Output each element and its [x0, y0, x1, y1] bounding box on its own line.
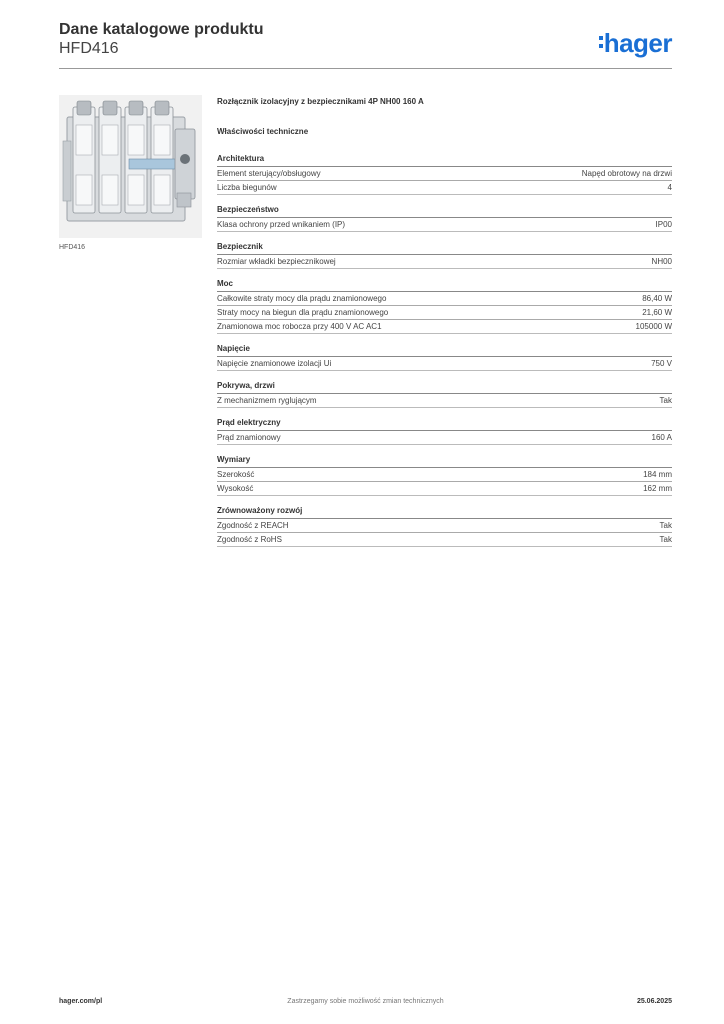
product-code: HFD416 — [59, 40, 119, 57]
spec-value: 4 — [667, 183, 672, 192]
section-title: Bezpieczeństwo — [217, 204, 672, 218]
header — [59, 20, 263, 58]
header-divider — [59, 68, 672, 69]
spec-section — [217, 380, 672, 408]
spec-label: Napięcie znamionowe izolacji Ui — [217, 359, 332, 368]
spec-row — [217, 431, 672, 445]
section-title: Zrównoważony rozwój — [217, 505, 672, 519]
spec-label: Wysokość — [217, 484, 254, 493]
spec-value: 21,60 W — [642, 308, 672, 317]
spec-label: Rozmiar wkładki bezpiecznikowej — [217, 257, 336, 266]
page-title: Dane katalogowe produktu — [59, 21, 264, 38]
spec-value: 160 A — [651, 433, 672, 442]
spec-value: 105000 W — [635, 322, 672, 331]
spec-label: Liczba biegunów — [217, 183, 277, 192]
fuse-switch-illustration — [59, 95, 202, 238]
spec-label: Całkowite straty mocy dla prądu znamionowego — [217, 294, 387, 303]
spec-section — [217, 454, 672, 496]
product-description: Rozłącznik izolacyjny z bezpiecznikami 4P NH00 160 A — [217, 97, 424, 106]
product-image — [59, 95, 202, 238]
section-title: Wymiary — [217, 454, 672, 468]
spec-value: Napęd obrotowy na drzwi — [581, 169, 672, 178]
footer-notice: Zastrzegamy sobie możliwość zmian technicznych — [287, 998, 444, 1005]
spec-row — [217, 306, 672, 320]
spec-value: 162 mm — [643, 484, 672, 493]
spec-label: Klasa ochrony przed wnikaniem (IP) — [217, 220, 346, 229]
spec-row — [217, 292, 672, 306]
spec-section — [217, 153, 672, 195]
spec-row — [217, 519, 672, 533]
section-title: Pokrywa, drzwi — [217, 380, 672, 394]
spec-value: IP00 — [655, 220, 672, 229]
spec-value: 750 V — [651, 359, 672, 368]
spec-section — [217, 417, 672, 445]
spec-value: Tak — [659, 396, 672, 405]
spec-row — [217, 533, 672, 547]
spec-label: Z mechanizmem ryglującym — [217, 396, 317, 405]
spec-label: Zgodność z RoHS — [217, 535, 282, 544]
spec-section — [217, 204, 672, 232]
spec-sections — [217, 153, 672, 547]
spec-label: Zgodność z REACH — [217, 521, 289, 530]
footer-date: 25.06.2025 — [636, 998, 672, 1005]
spec-value: Tak — [659, 535, 672, 544]
spec-value: 184 mm — [643, 470, 672, 479]
spec-value: NH00 — [651, 257, 672, 266]
spec-row — [217, 181, 672, 195]
spec-value: Tak — [659, 521, 672, 530]
footer-website: hager.com/pl — [59, 998, 103, 1005]
spec-section — [217, 278, 672, 334]
spec-label: Znamionowa moc robocza przy 400 V AC AC1 — [217, 322, 382, 331]
section-title: Moc — [217, 278, 672, 292]
spec-label: Prąd znamionowy — [217, 433, 281, 442]
spec-row — [217, 218, 672, 232]
spec-label: Szerokość — [217, 470, 255, 479]
image-caption: HFD416 — [59, 244, 86, 251]
section-title: Prąd elektryczny — [217, 417, 672, 431]
spec-row — [217, 255, 672, 269]
section-title: Napięcie — [217, 343, 672, 357]
properties-heading: Właściwości techniczne — [217, 127, 309, 136]
specification-table — [217, 97, 672, 556]
spec-section — [217, 505, 672, 547]
spec-row — [217, 394, 672, 408]
spec-section — [217, 241, 672, 269]
spec-row — [217, 357, 672, 371]
spec-row — [217, 320, 672, 334]
section-title: Bezpiecznik — [217, 241, 672, 255]
logo-text: hager — [603, 28, 672, 58]
hager-logo — [599, 28, 672, 58]
spec-row — [217, 482, 672, 496]
spec-value: 86,40 W — [642, 294, 672, 303]
spec-section — [217, 343, 672, 371]
spec-label: Straty mocy na biegun dla prądu znamionowego — [217, 308, 389, 317]
spec-row — [217, 468, 672, 482]
logo-dots-icon — [599, 36, 603, 52]
spec-label: Element sterujący/obsługowy — [217, 169, 321, 178]
spec-row — [217, 167, 672, 181]
section-title: Architektura — [217, 153, 672, 167]
